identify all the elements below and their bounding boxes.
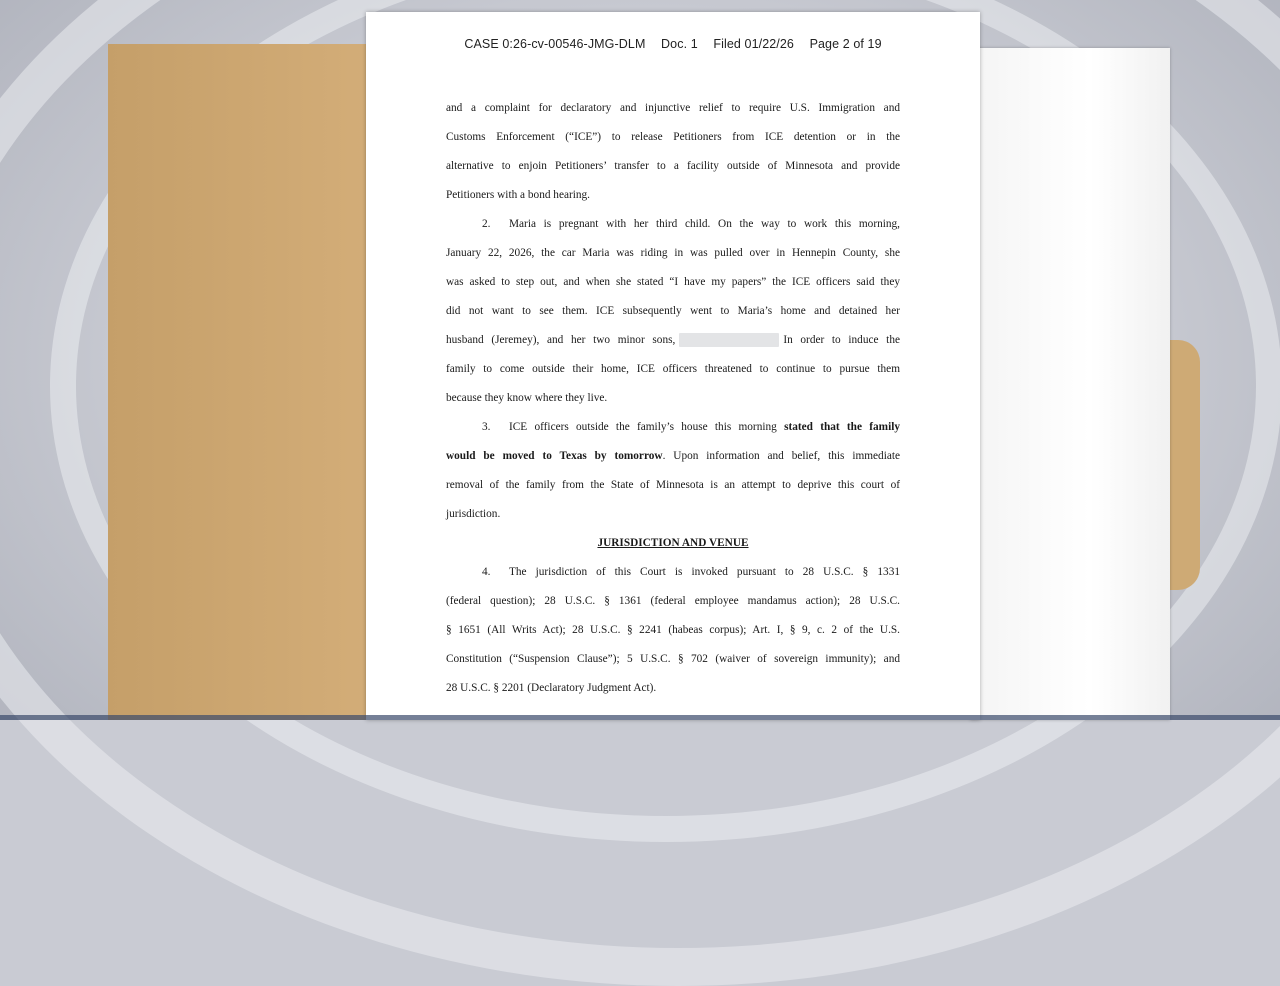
paragraph-2-first-line: [446, 210, 900, 239]
text-line: jurisdiction.: [446, 508, 501, 520]
text-line: January 22, 2026, the car Maria was riding in was pulled over in Hennepin County, she: [446, 247, 900, 259]
text-line: and a complaint for declaratory and injunctive relief to require U.S. Immigration and: [446, 102, 900, 114]
text-line: Constitution (“Suspension Clause”); 5 U.S.C. § 702 (waiver of sovereign immunity); and: [446, 653, 900, 665]
page-number: Page 2 of 19: [809, 37, 882, 51]
text-line: Maria is pregnant with her third child. On the way to work this morning,: [509, 218, 900, 230]
text-line: 28 U.S.C. § 2201 (Declaratory Judgment Act).: [446, 682, 657, 694]
text-fragment: ICE officers outside the family’s house this morning: [509, 421, 777, 433]
text-line: Customs Enforcement (“ICE”) to release Petitioners from ICE detention or in the: [446, 131, 900, 143]
text-line: removal of the family from the State of Minnesota is an attempt to deprive this court of: [446, 479, 900, 491]
bottom-strip: [0, 715, 1280, 720]
paragraph-number: 4.: [482, 566, 491, 578]
text-line: (federal question); 28 U.S.C. § 1361 (federal employee mandamus action); 28 U.S.C.: [446, 595, 900, 607]
paper-stack-sheet-top: [970, 48, 1170, 720]
text-line: [446, 442, 900, 471]
paragraph-number: 3.: [482, 421, 491, 433]
folder-front-flap: [108, 44, 370, 720]
text-line: family to come outside their home, ICE officers threatened to continue to pursue them: [446, 363, 900, 375]
paragraph-4-first-line: [446, 558, 900, 587]
text-line: because they know where they live.: [446, 392, 608, 404]
text-line: alternative to enjoin Petitioners’ transfer to a facility outside of Minnesota and provide: [446, 160, 900, 172]
paragraph-number: 2.: [482, 218, 491, 230]
text-line: was asked to step out, and when she stated “I have my papers” the ICE officers said they: [446, 276, 900, 288]
section-heading: [446, 529, 900, 558]
section-heading-text: JURISDICTION AND VENUE: [597, 537, 749, 549]
paragraph-3-first-line: [446, 413, 900, 442]
text-line-redacted: [446, 326, 900, 355]
bold-text: would be moved to Texas by tomorrow: [446, 450, 663, 462]
document-page: [366, 12, 980, 720]
text-fragment: In order to induce the: [783, 334, 900, 346]
text-line: did not want to see them. ICE subsequently went to Maria’s home and detained her: [446, 305, 900, 317]
bold-text: stated that the family: [784, 421, 900, 433]
text-fragment: husband (Jeremey), and her two minor sons,: [446, 334, 676, 346]
text-fragment: . Upon information and belief, this immediate: [662, 450, 901, 462]
filed-date: Filed 01/22/26: [713, 37, 794, 51]
text-line: The jurisdiction of this Court is invoked pursuant to 28 U.S.C. § 1331: [509, 566, 900, 578]
text-line: Petitioners with a bond hearing.: [446, 189, 591, 201]
case-number: CASE 0:26-cv-00546-JMG-DLM: [464, 37, 646, 51]
redaction-block: [679, 333, 779, 347]
text-line: § 1651 (All Writs Act); 28 U.S.C. § 2241 (habeas corpus); Art. I, § 9, c. 2 of the U.S.: [446, 624, 900, 636]
doc-number: Doc. 1: [661, 37, 698, 51]
page-header: [366, 37, 980, 51]
document-body: [446, 94, 900, 703]
